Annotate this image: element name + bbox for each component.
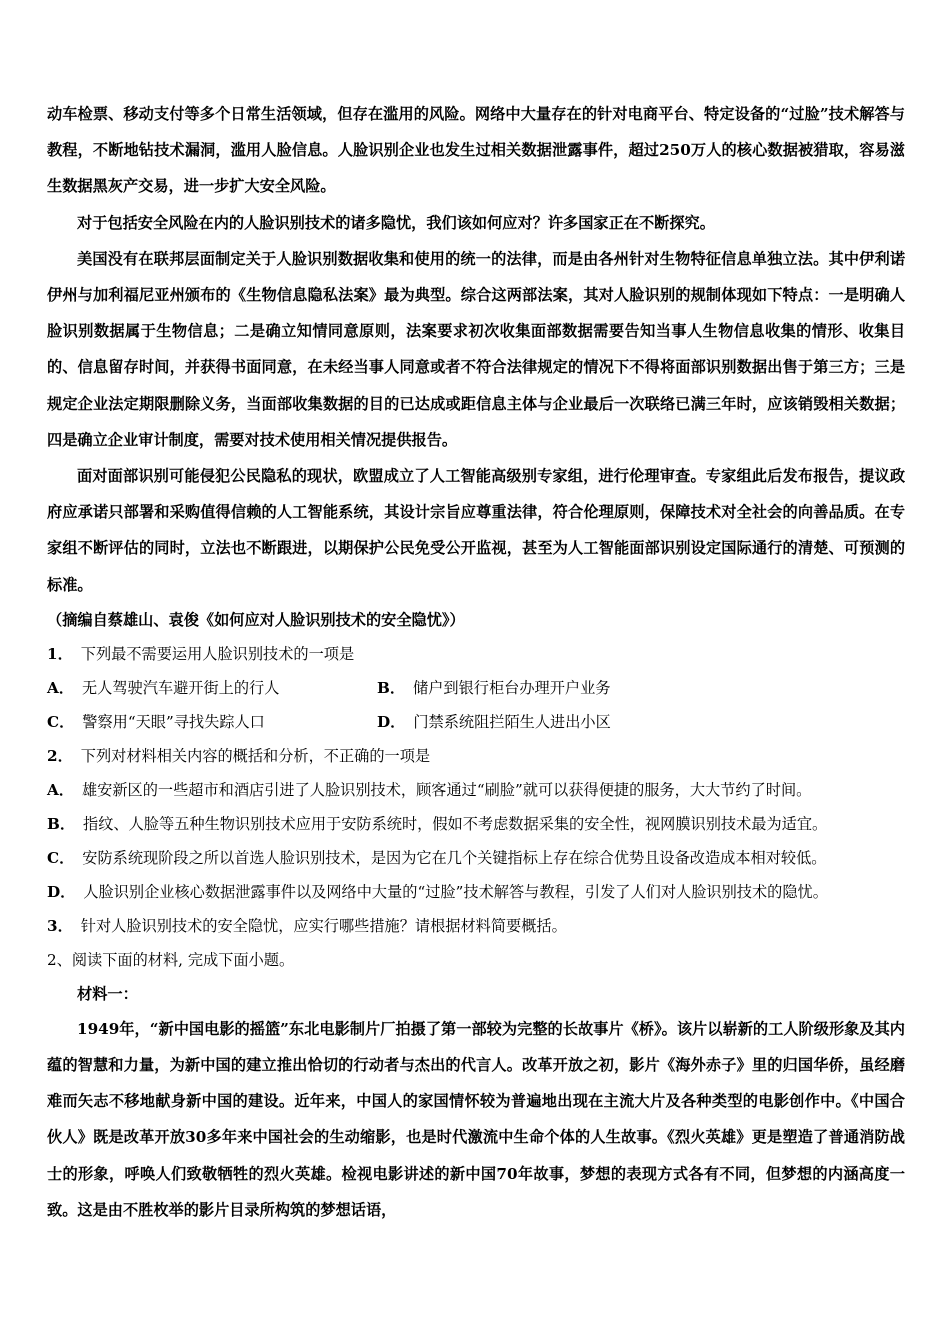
passage-paragraph-4: 面对面部识别可能侵犯公民隐私的现状，欧盟成立了人工智能高级别专家组，进行伦理审查。专家组此后发布报告，提议政府应承诺只部署和采购值得信赖的人工智能系统，其设计宗旨应尊重法律，符合伦理原则，保障技术对全社会的向善品质。在专家组不断评估的同时，立法也不断跟进，以期保护公民免受公开监视，甚至为人工智能面部识别设定国际通行的清楚、可预测的标准。 [47,467,905,594]
option-label: B． [47,814,76,833]
question-1-option-d [377,705,611,739]
question-1-stem [47,637,905,671]
option-text: 无人驾驶汽车避开街上的行人 [81,678,280,697]
option-label: D． [47,882,76,901]
question-2-option-a [47,773,905,807]
option-label: C． [47,848,75,867]
section-2-heading: 2、阅读下面的材料, 完成下面小题。 [47,950,295,969]
option-text: 警察用“天眼”寻找失踪人口 [82,712,265,731]
option-text: 安防系统现阶段之所以首选人脸识别技术，是因为它在几个关键指标上存在综合优势且设备改造成本相对较低。 [82,848,827,867]
question-1-option-a [47,671,377,705]
material-label: 材料一： [77,984,138,1003]
option-text: 门禁系统阻拦陌生人进出小区 [413,712,611,731]
option-label: B． [377,678,406,697]
question-2-option-b [47,807,905,841]
question-2-number: 2． [47,746,73,765]
option-text: 人脸识别企业核心数据泄露事件以及网络中大量的“过脸”技术解答与教程，引发了人们对人脸识别技术的隐忧。 [83,882,828,901]
question-2-stem [47,739,905,773]
question-1-option-b [377,671,610,705]
question-1-option-c [47,705,377,739]
question-1-options-row-2 [47,705,905,739]
option-label: A． [47,780,74,799]
passage-source: （摘编自蔡雄山、袁俊《如何应对人脸识别技术的安全隐忧》） [47,610,465,629]
question-1-text: 下列最不需要运用人脸识别技术的一项是 [80,644,355,663]
option-label: D． [377,712,406,731]
passage-paragraph-2: 对于包括安全风险在内的人脸识别技术的诸多隐忧，我们该如何应对？许多国家正在不断探究。 [77,213,715,232]
material-paragraph: 1949年，“新中国电影的摇篮”东北电影制片厂拍摄了第一部较为完整的长故事片《桥》。该片以崭新的工人阶级形象及其内蕴的智慧和力量，为新中国的建立推出恰切的行动者与杰出的代言人。改革开放之初，影片《海外赤子》里的归国华侨，虽经磨难而矢志不移地献身新中国的建设。近年来，中国人的家国情怀较为普遍地出现在主流大片及各种类型的电影创作中。《中国合伙人》既是改革开放30多年来中国社会的生动缩影，也是时代激流中生命个体的人生故事。《烈火英雄》更是塑造了普通消防战士的形象，呼唤人们致敬牺牲的烈火英雄。检视电影讲述的新中国70年故事，梦想的表现方式各有不同，但梦想的内涵高度一致。这是由不胜枚举的影片目录所构筑的梦想话语， [47,1019,905,1219]
option-text: 储户到银行柜台办理开户业务 [413,678,611,697]
question-3-text: 针对人脸识别技术的安全隐忧，应实行哪些措施？请根据材料简要概括。 [80,916,567,935]
option-text: 指纹、人脸等五种生物识别技术应用于安防系统时，假如不考虑数据采集的安全性，视网膜识别技术最为适宜。 [83,814,828,833]
passage-paragraph-3: 美国没有在联邦层面制定关于人脸识别数据收集和使用的统一的法律，而是由各州针对生物特征信息单独立法。其中伊利诺伊州与加利福尼亚州颁布的《生物信息隐私法案》最为典型。综合这两部法案，其对人脸识别的规制体现如下特点：一是明确人脸识别数据属于生物信息；二是确立知情同意原则，法案要求初次收集面部数据需要告知当事人生物信息收集的情形、收集目的、信息留存时间，并获得书面同意，在未经当事人同意或者不符合法律规定的情况下不得将面部识别数据出售于第三方；三是规定企业法定期限删除义务，当面部收集数据的目的已达成或距信息主体与企业最后一次联络已满三年时，应该销毁相关数据；四是确立企业审计制度，需要对技术使用相关情况提供报告。 [47,249,905,449]
question-2-option-d [47,875,905,909]
question-2-option-c [47,841,905,875]
question-2-text: 下列对材料相关内容的概括和分析，不正确的一项是 [80,746,431,765]
question-1-options-row-1 [47,671,905,705]
option-label: C． [47,712,75,731]
question-3-stem [47,909,905,943]
option-label: A． [47,678,74,697]
option-text: 雄安新区的一些超市和酒店引进了人脸识别技术，顾客通过“刷脸”就可以获得便捷的服务，大大节约了时间。 [81,780,812,799]
passage-paragraph-1: 动车检票、移动支付等多个日常生活领域，但存在滥用的风险。网络中大量存在的针对电商平台、特定设备的“过脸”技术解答与教程，不断地钻技术漏洞，滥用人脸信息。人脸识别企业也发生过相关数据泄露事件，超过250万人的核心数据被猎取，容易滋生数据黑灰产交易，进一步扩大安全风险。 [47,105,905,196]
question-3-number: 3． [47,916,73,935]
question-1-number: 1． [47,644,73,663]
document-page [47,96,905,1228]
